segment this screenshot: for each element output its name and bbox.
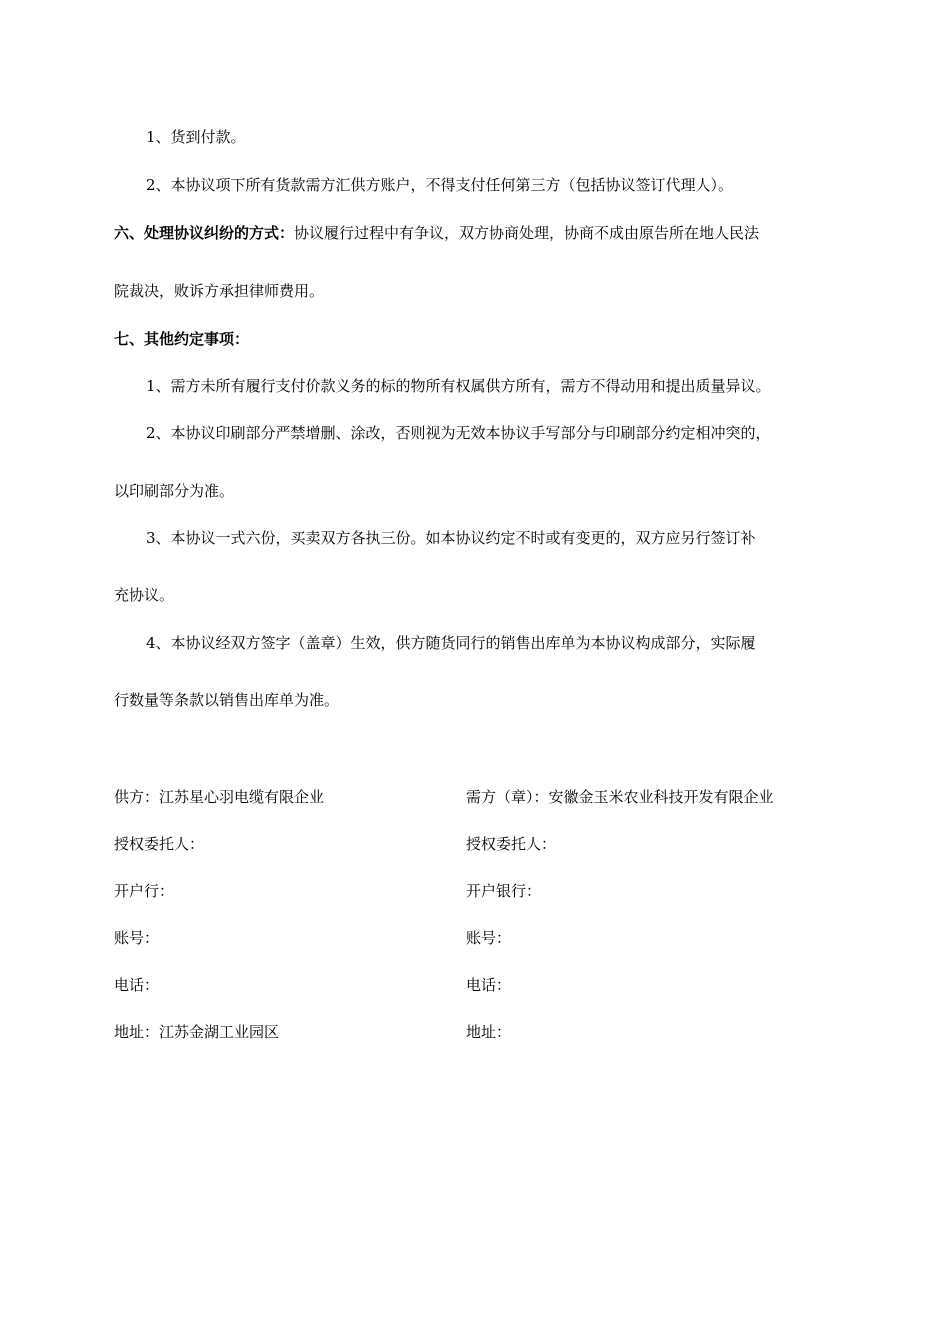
supplier-name: 供方：江苏星心羽电缆有限企业 [114, 788, 325, 806]
buyer-account: 账号： [466, 929, 512, 947]
supplier-bank: 开户行： [114, 882, 175, 900]
supplier-account: 账号： [114, 929, 160, 947]
buyer-bank: 开户银行： [466, 882, 542, 900]
supplier-phone: 电话： [114, 976, 160, 994]
dispute-text-line-2: 院裁决，败诉方承担律师费用。 [114, 282, 325, 300]
other-item-1: 1、需方未所有履行支付价款义务的标的物所有权属供方所有，需方不得动用和提出质量异议。 [146, 377, 771, 395]
buyer-phone: 电话： [466, 976, 512, 994]
other-item-3-line-1: 3、本协议一式六份，买卖双方各执三份。如本协议约定不时或有变更的，双方应另行签订补 [146, 529, 756, 547]
supplier-agent: 授权委托人： [114, 835, 205, 853]
supplier-address: 地址：江苏金湖工业园区 [114, 1023, 280, 1041]
buyer-agent: 授权委托人： [466, 835, 557, 853]
other-item-2-line-1: 2、本协议印刷部分严禁增删、涂改，否则视为无效本协议手写部分与印刷部分约定相冲突的， [146, 424, 771, 442]
other-item-2-line-2: 以印刷部分为准。 [114, 482, 235, 500]
dispute-heading: 六、处理协议纠纷的方式： [114, 224, 295, 242]
other-item-4-line-2: 行数量等条款以销售出库单为准。 [114, 691, 340, 709]
payment-item-1: 1、货到付款。 [146, 128, 246, 146]
dispute-paragraph [114, 223, 759, 243]
other-heading: 七、其他约定事项： [114, 330, 250, 348]
buyer-name: 需方（章）：安徽金玉米农业科技开发有限企业 [466, 788, 774, 806]
buyer-address: 地址： [466, 1023, 512, 1041]
payment-item-2: 2、本协议项下所有货款需方汇供方账户，不得支付任何第三方（包括协议签订代理人）。 [146, 176, 734, 194]
dispute-text-line-1: 协议履行过程中有争议，双方协商处理，协商不成由原告所在地人民法 [294, 224, 760, 242]
other-item-4-line-1: 4、本协议经双方签字（盖章）生效，供方随货同行的销售出库单为本协议构成部分，实际履 [146, 634, 756, 652]
other-item-3-line-2: 充协议。 [114, 586, 175, 604]
